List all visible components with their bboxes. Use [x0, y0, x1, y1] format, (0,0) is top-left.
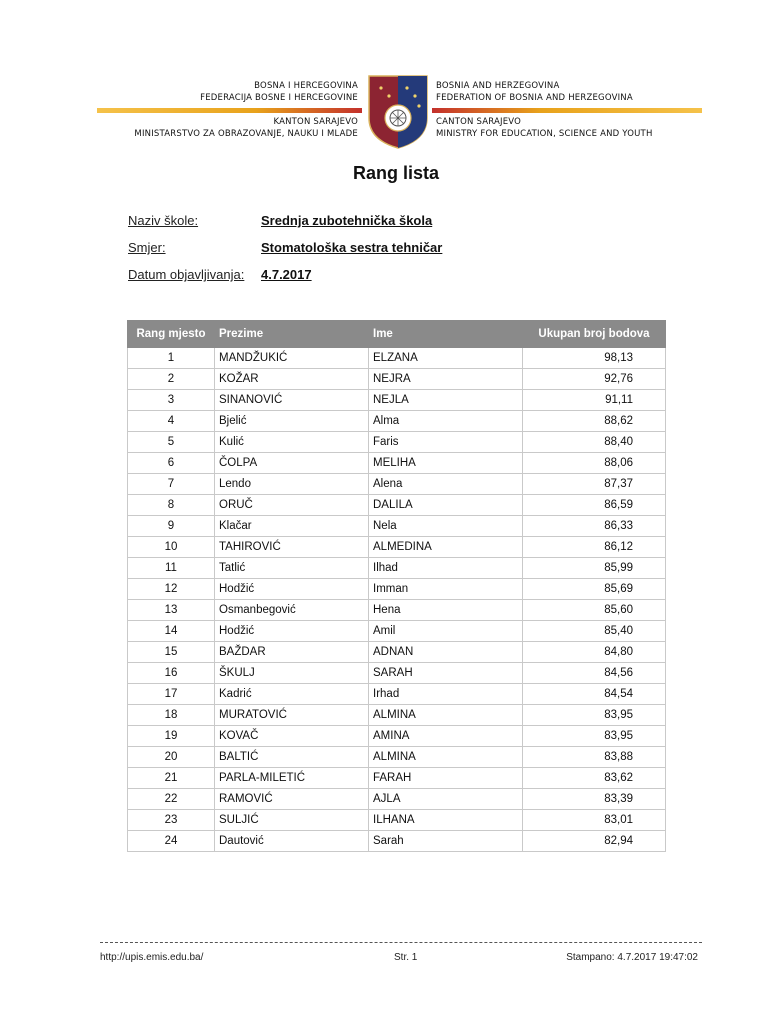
table-row — [128, 621, 666, 642]
school-label: Naziv škole: — [128, 213, 199, 228]
column-header-rank: Rang mjesto — [128, 321, 215, 348]
rank-cell: 9 — [128, 516, 215, 537]
name-cell: ALMINA — [369, 747, 523, 768]
rank-cell: 15 — [128, 642, 215, 663]
surname-cell: KOŽAR — [215, 369, 369, 390]
table-row — [128, 369, 666, 390]
points-cell: 88,62 — [523, 411, 666, 432]
surname-cell: ORUČ — [215, 495, 369, 516]
points-cell: 86,33 — [523, 516, 666, 537]
rank-cell: 12 — [128, 579, 215, 600]
surname-cell: Kadrić — [215, 684, 369, 705]
name-cell: NEJLA — [369, 390, 523, 411]
surname-cell: Lendo — [215, 474, 369, 495]
direction-value: Stomatološka sestra tehničar — [261, 240, 443, 255]
points-cell: 88,06 — [523, 453, 666, 474]
surname-cell: Dautović — [215, 831, 369, 852]
rank-cell: 10 — [128, 537, 215, 558]
name-cell: Nela — [369, 516, 523, 537]
header-federation-en: FEDERATION OF BOSNIA AND HERZEGOVINA — [436, 93, 633, 103]
name-cell: ALMEDINA — [369, 537, 523, 558]
name-cell: AMINA — [369, 726, 523, 747]
name-cell: ILHANA — [369, 810, 523, 831]
surname-cell: PARLA-MILETIĆ — [215, 768, 369, 789]
ranking-table — [127, 320, 666, 852]
points-cell: 83,62 — [523, 768, 666, 789]
footer-divider — [100, 942, 702, 943]
table-row — [128, 600, 666, 621]
points-cell: 87,37 — [523, 474, 666, 495]
rank-cell: 2 — [128, 369, 215, 390]
points-cell: 83,01 — [523, 810, 666, 831]
header-ministry-bs: MINISTARSTVO ZA OBRAZOVANJE, NAUKU I MLADE — [134, 129, 358, 139]
table-header-row — [128, 321, 666, 348]
date-value: 4.7.2017 — [261, 267, 312, 282]
table-row — [128, 516, 666, 537]
table-row — [128, 810, 666, 831]
direction-label: Smjer: — [128, 240, 166, 255]
surname-cell: Osmanbegović — [215, 600, 369, 621]
points-cell: 88,40 — [523, 432, 666, 453]
header-canton-bs: KANTON SARAJEVO — [273, 117, 358, 127]
name-cell: Hena — [369, 600, 523, 621]
column-header-surname: Prezime — [215, 321, 369, 348]
rank-cell: 17 — [128, 684, 215, 705]
table-row — [128, 390, 666, 411]
name-cell: Imman — [369, 579, 523, 600]
header-stripe-left — [97, 108, 362, 113]
name-cell: Irhad — [369, 684, 523, 705]
rank-cell: 23 — [128, 810, 215, 831]
points-cell: 98,13 — [523, 348, 666, 369]
header-country-en: BOSNIA AND HERZEGOVINA — [436, 81, 560, 91]
surname-cell: KOVAČ — [215, 726, 369, 747]
points-cell: 84,56 — [523, 663, 666, 684]
table-row — [128, 579, 666, 600]
footer-url: http://upis.emis.edu.ba/ — [100, 952, 204, 963]
points-cell: 83,39 — [523, 789, 666, 810]
table-row — [128, 642, 666, 663]
surname-cell: Tatlić — [215, 558, 369, 579]
page-title: Rang lista — [352, 163, 440, 183]
header-stripe-right — [432, 108, 702, 113]
name-cell: Ilhad — [369, 558, 523, 579]
header-canton-en: CANTON SARAJEVO — [436, 117, 522, 127]
points-cell: 92,76 — [523, 369, 666, 390]
points-cell: 86,59 — [523, 495, 666, 516]
name-cell: Alma — [369, 411, 523, 432]
table-row — [128, 453, 666, 474]
name-cell: Sarah — [369, 831, 523, 852]
table-row — [128, 726, 666, 747]
surname-cell: TAHIROVIĆ — [215, 537, 369, 558]
surname-cell: ČOLPA — [215, 453, 369, 474]
table-row — [128, 705, 666, 726]
points-cell: 84,54 — [523, 684, 666, 705]
surname-cell: MURATOVIĆ — [215, 705, 369, 726]
rank-cell: 20 — [128, 747, 215, 768]
rank-cell: 24 — [128, 831, 215, 852]
rank-cell: 3 — [128, 390, 215, 411]
table-row — [128, 432, 666, 453]
rank-cell: 8 — [128, 495, 215, 516]
surname-cell: Klačar — [215, 516, 369, 537]
surname-cell: Hodžić — [215, 621, 369, 642]
surname-cell: Bjelić — [215, 411, 369, 432]
points-cell: 91,11 — [523, 390, 666, 411]
points-cell: 85,69 — [523, 579, 666, 600]
rank-cell: 7 — [128, 474, 215, 495]
name-cell: Amil — [369, 621, 523, 642]
name-cell: SARAH — [369, 663, 523, 684]
rank-cell: 11 — [128, 558, 215, 579]
name-cell: Alena — [369, 474, 523, 495]
table-row — [128, 348, 666, 369]
rank-cell: 22 — [128, 789, 215, 810]
table-row — [128, 474, 666, 495]
points-cell: 83,95 — [523, 705, 666, 726]
points-cell: 84,80 — [523, 642, 666, 663]
name-cell: FARAH — [369, 768, 523, 789]
rank-cell: 14 — [128, 621, 215, 642]
rank-cell: 6 — [128, 453, 215, 474]
rank-cell: 1 — [128, 348, 215, 369]
surname-cell: BALTIĆ — [215, 747, 369, 768]
table-row — [128, 558, 666, 579]
column-header-points: Ukupan broj bodova — [523, 321, 666, 348]
name-cell: Faris — [369, 432, 523, 453]
table-row — [128, 663, 666, 684]
table-body — [128, 348, 666, 852]
table-row — [128, 684, 666, 705]
surname-cell: Kulić — [215, 432, 369, 453]
date-label: Datum objavljivanja: — [128, 267, 245, 282]
surname-cell: RAMOVIĆ — [215, 789, 369, 810]
school-value: Srednja zubotehnička škola — [261, 213, 433, 228]
name-cell: MELIHA — [369, 453, 523, 474]
rank-cell: 18 — [128, 705, 215, 726]
points-cell: 83,95 — [523, 726, 666, 747]
footer-printed-timestamp: Stampano: 4.7.2017 19:47:02 — [566, 952, 698, 963]
surname-cell: SINANOVIĆ — [215, 390, 369, 411]
surname-cell: SULJIĆ — [215, 810, 369, 831]
surname-cell: BAŽDAR — [215, 642, 369, 663]
rank-cell: 4 — [128, 411, 215, 432]
surname-cell: MANDŽUKIĆ — [215, 348, 369, 369]
name-cell: ELZANA — [369, 348, 523, 369]
points-cell: 85,99 — [523, 558, 666, 579]
points-cell: 83,88 — [523, 747, 666, 768]
table-row — [128, 768, 666, 789]
table-row — [128, 747, 666, 768]
rank-cell: 5 — [128, 432, 215, 453]
header-ministry-en: MINISTRY FOR EDUCATION, SCIENCE AND YOUTH — [436, 129, 653, 139]
name-cell: NEJRA — [369, 369, 523, 390]
name-cell: ADNAN — [369, 642, 523, 663]
canton-crest-icon — [367, 74, 429, 150]
name-cell: ALMINA — [369, 705, 523, 726]
header-federation-bs: FEDERACIJA BOSNE I HERCEGOVINE — [200, 93, 358, 103]
table-row — [128, 495, 666, 516]
name-cell: DALILA — [369, 495, 523, 516]
points-cell: 86,12 — [523, 537, 666, 558]
header-country-bs: BOSNA I HERCEGOVINA — [254, 81, 358, 91]
header-left-bottom — [134, 116, 358, 140]
footer-page-number: Str. 1 — [394, 952, 418, 963]
rank-cell: 21 — [128, 768, 215, 789]
table-row — [128, 411, 666, 432]
rank-cell: 19 — [128, 726, 215, 747]
header-left-top — [200, 80, 358, 104]
points-cell: 85,60 — [523, 600, 666, 621]
points-cell: 85,40 — [523, 621, 666, 642]
table-row — [128, 831, 666, 852]
header-right-top — [436, 80, 633, 104]
points-cell: 82,94 — [523, 831, 666, 852]
name-cell: AJLA — [369, 789, 523, 810]
rank-cell: 16 — [128, 663, 215, 684]
header-right-bottom — [436, 116, 653, 140]
surname-cell: Hodžić — [215, 579, 369, 600]
column-header-name: Ime — [369, 321, 523, 348]
table-row — [128, 789, 666, 810]
surname-cell: ŠKULJ — [215, 663, 369, 684]
rank-cell: 13 — [128, 600, 215, 621]
table-row — [128, 537, 666, 558]
